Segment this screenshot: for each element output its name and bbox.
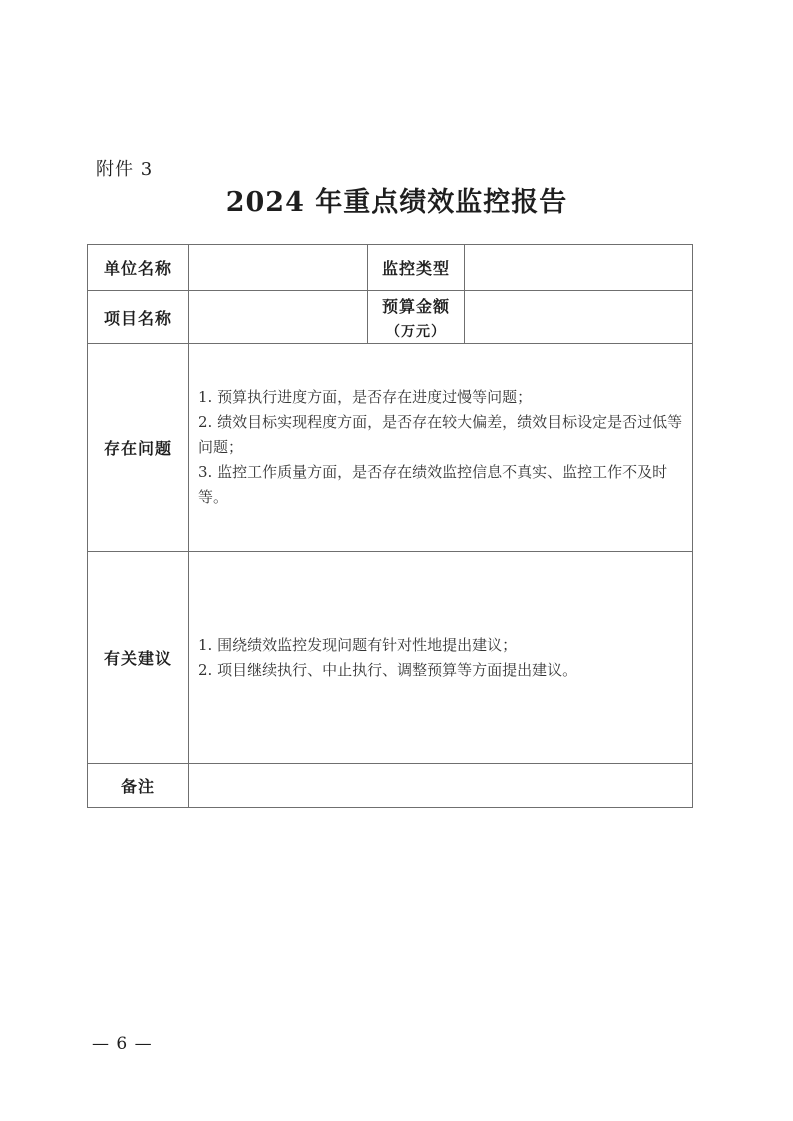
budget-label-cell	[368, 291, 465, 344]
attachment-label: 附件 3	[96, 159, 154, 180]
project-row	[88, 291, 693, 344]
project-name-label: 项目名称	[88, 291, 189, 344]
budget-unit: （万元）	[386, 323, 446, 340]
suggestions-label: 有关建议	[88, 552, 189, 764]
remarks-field[interactable]	[189, 764, 693, 808]
remarks-row	[88, 764, 693, 808]
suggestion-item-1: 1. 围绕绩效监控发现问题有针对性地提出建议；	[198, 635, 518, 654]
issue-item-3: 3. 监控工作质量方面，是否存在绩效监控信息不真实、监控工作不及时等。	[198, 463, 668, 506]
unit-name-field[interactable]	[189, 245, 368, 291]
monitor-type-label: 监控类型	[368, 245, 465, 291]
suggestions-content	[189, 552, 693, 764]
issues-label: 存在问题	[88, 344, 189, 552]
unit-row	[88, 245, 693, 291]
suggestion-item-2: 2. 项目继续执行、中止执行、调整预算等方面提出建议。	[198, 660, 578, 679]
report-table	[87, 244, 693, 808]
remarks-label: 备注	[88, 764, 189, 808]
issues-content	[189, 344, 693, 552]
unit-name-label: 单位名称	[88, 245, 189, 291]
monitor-type-field[interactable]	[465, 245, 693, 291]
page-title: 2024 年重点绩效监控报告	[225, 187, 568, 218]
project-name-field[interactable]	[189, 291, 368, 344]
issue-item-2: 2. 绩效目标实现程度方面，是否存在较大偏差，绩效目标设定是否过低等问题；	[198, 413, 683, 456]
budget-label: 预算金额	[381, 296, 450, 316]
suggestions-row	[88, 552, 693, 764]
page-number: — 6 —	[92, 1034, 153, 1054]
budget-field[interactable]	[465, 291, 693, 344]
issues-row	[88, 344, 693, 552]
issue-item-1: 1. 预算执行进度方面，是否存在进度过慢等问题；	[198, 388, 533, 406]
